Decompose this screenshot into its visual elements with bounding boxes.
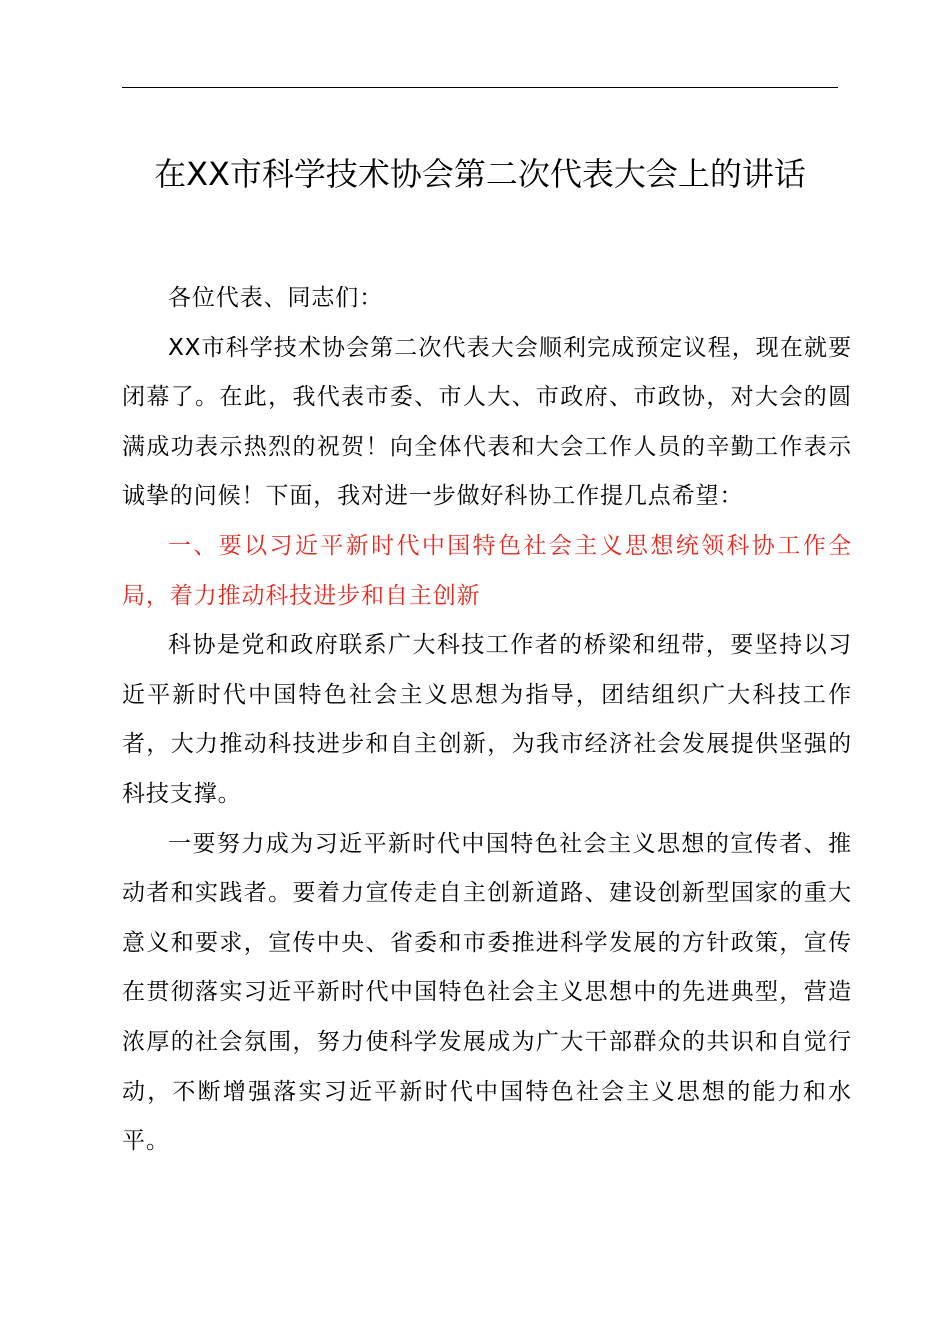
paragraph-section-1-intro: 科协是党和政府联系广大科技工作者的桥梁和纽带，要坚持以习近平新时代中国特色社会主义思想为指导，团结组织广大科技工作者，大力推动科技进步和自主创新，为我市经济社会发展提供坚强的科技支撑。 [122,632,852,807]
header-rule [122,87,838,88]
salutation: 各位代表、同志们： [168,285,384,311]
document-title: 在XX市科学技术协会第二次代表大会上的讲话 [154,155,806,193]
paragraph-opening: XX市科学技术协会第二次代表大会顺利完成预定议程，现在就要闭幕了。在此，我代表市委、市人大、市政府、市政协，对大会的圆满成功表示热烈的祝贺！向全体代表和大会工作人员的辛勤工作表示诚挚的问候！下面，我对进一步做好科协工作提几点希望： [122,334,852,510]
section-heading-1: 一、要以习近平新时代中国特色社会主义思想统领科协工作全局，着力推动科技进步和自主创新 [122,532,852,609]
paragraph-section-1-point-1: 一要努力成为习近平新时代中国特色社会主义思想的宣传者、推动者和实践者。要着力宣传走自主创新道路、建设创新型国家的重大意义和要求，宣传中央、省委和市委推进科学发展的方针政策，宣传在贯彻落实习近平新时代中国特色社会主义思想中的先进典型，营造浓厚的社会氛围，努力使科学发展成为广大干部群众的共识和自觉行动，不断增强落实习近平新时代中国特色社会主义思想的能力和水平。 [122,830,852,1155]
document-body [122,274,852,1167]
